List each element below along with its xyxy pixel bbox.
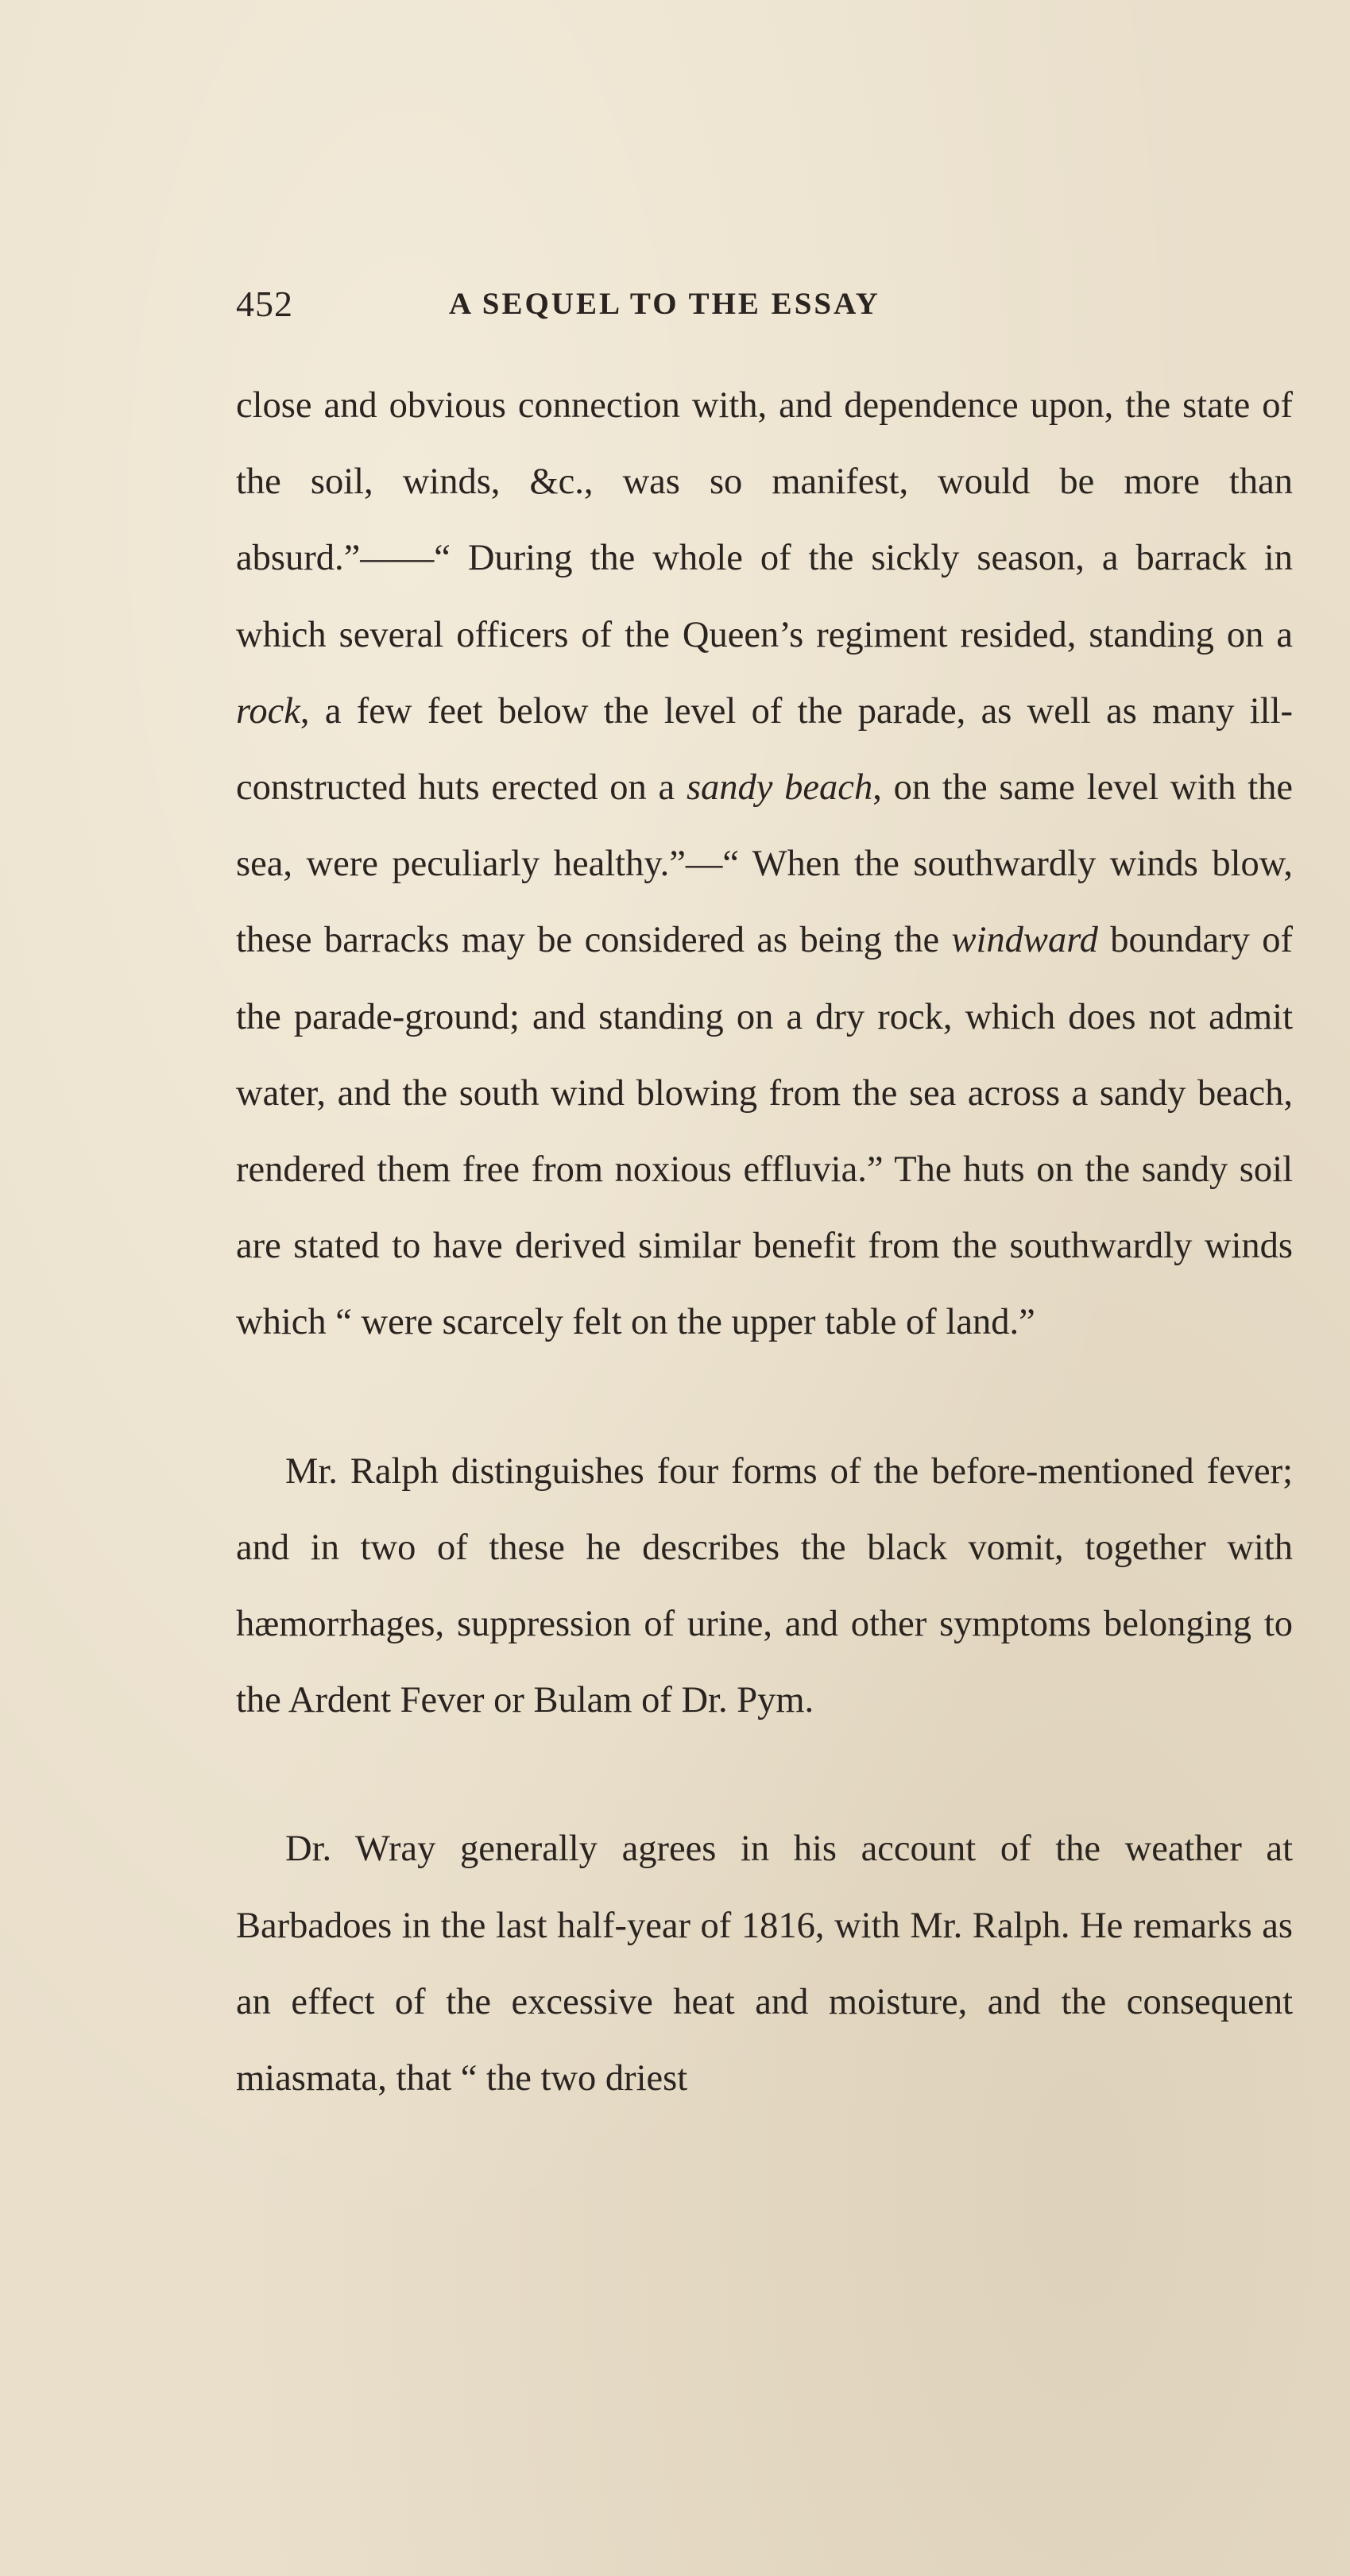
paragraph-2 xyxy=(236,1434,1293,1740)
text-run: , a few feet below the level of the parade, as well as many ill-constructed huts erected on a xyxy=(236,690,1293,809)
text-run: Dr. Wray generally agrees in his account of the weather at Barbadoes in the last half-year of 1816, with Mr. Ralph. He remarks as an effect of the excessive heat and moisture, and the consequent miasmata, that “ the two driest xyxy=(236,1829,1293,2099)
text-run: boundary of the parade-ground; and standing on a dry rock, which does not admit water, and the south wind blowing from the sea across a sandy beach, rendered them free from noxious effluvia.” The huts on the sandy soil are stated to have derived similar benefit from the southwardly winds which “ were scarcely felt on the upper table of land.” xyxy=(236,920,1293,1343)
page-number: 452 xyxy=(236,284,293,324)
italic-text-run: rock xyxy=(236,690,300,732)
paragraph-1 xyxy=(236,368,1293,1361)
running-title: A SEQUEL TO THE ESSAY xyxy=(449,287,880,321)
paragraph-3 xyxy=(236,1811,1293,2117)
running-head xyxy=(236,283,1301,330)
text-run: Mr. Ralph distinguishes four forms of the before-mentioned fever; and in two of these he describes the black vomit, together with hæmorrhages, suppression of urine, and other symptoms belonging to the Ardent Fever or Bulam of Dr. Pym. xyxy=(236,1450,1293,1721)
italic-text-run: sandy beach xyxy=(686,767,873,809)
italic-text-run: windward xyxy=(951,920,1098,961)
text-run: , on the same level with the sea, were peculiarly healthy.”—“ When the southwardly winds blow, these barracks may be considered as being the xyxy=(236,767,1293,961)
body-text xyxy=(236,368,1293,2117)
text-run: close and obvious connection with, and dependence upon, the state of the soil, winds, &c., was so manifest, would be more than absurd.”——“ During the whole of the sickly season, a barrack in which several officers of the Queen’s regiment resided, standing on a xyxy=(236,385,1293,655)
